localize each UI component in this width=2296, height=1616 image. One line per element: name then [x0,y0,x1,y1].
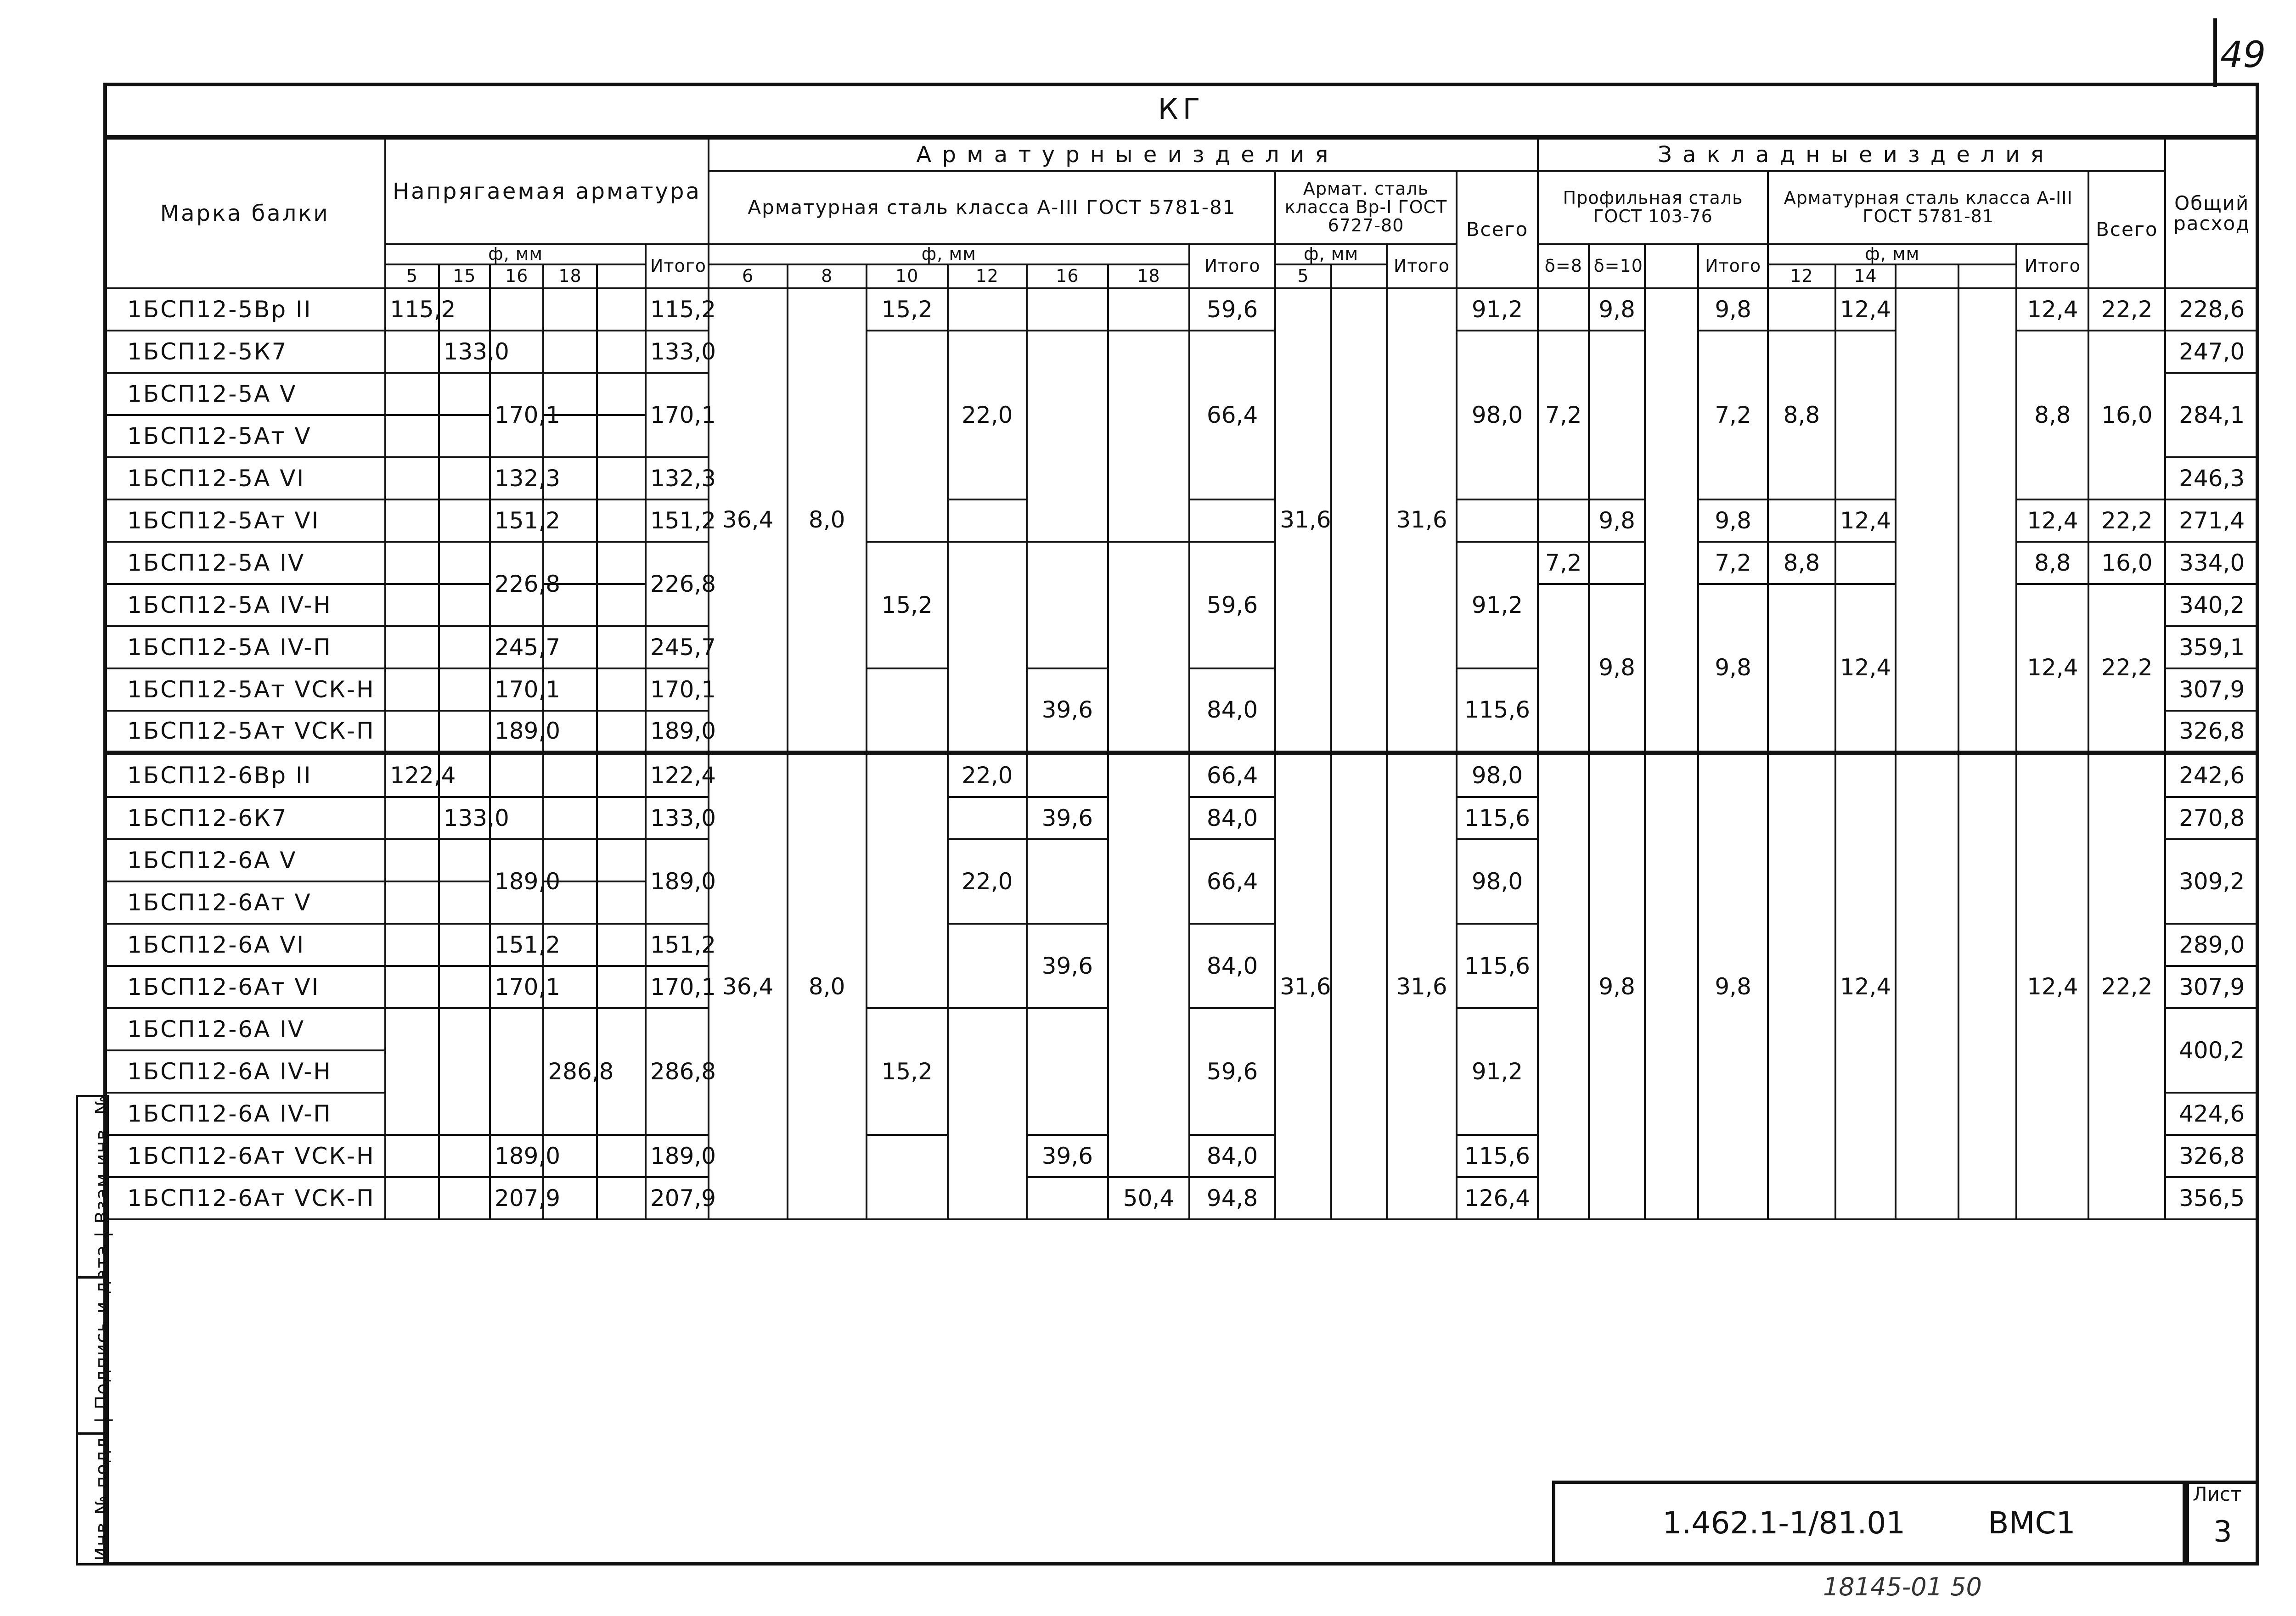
col-general-header: Общий расход [2165,139,2258,288]
ar-d10: 10 [867,264,948,288]
steel-consumption-table [103,138,2259,1220]
ar-d16: 16 [1027,264,1108,288]
pr-d-empty [597,264,646,288]
embedded-products-header: З а к л а д н ы е и з д е л и я [1538,139,2165,171]
document-title: КГ [103,83,2259,138]
table-row: 1БСП12-6К7 133,0 133,0 39,6 84,0 115,6 270,8 [104,797,2258,839]
archive-number: 18145-01 50 [1823,1572,1982,1601]
ar-d12: 12 [948,264,1027,288]
table-row: 1БСП12-5А IV 226,8 226,8 15,2 59,6 91,2 7,2 7,2 8,8 8,8 16,0 334,0 [104,542,2258,584]
pr-total-header: Итого [646,244,709,288]
em-d-empty-1 [1896,264,1958,288]
table-row: 1БСП12-6А VI 151,2 151,2 39,6 84,0 115,6 289,0 [104,924,2258,966]
table-row: 1БСП12-5А IV-Н 9,8 9,8 12,4 12,4 22,2 340,2 [104,584,2258,626]
col-mark-header: Марка балки [104,139,385,288]
ar-d6: 6 [709,264,788,288]
em-d12: 12 [1768,264,1835,288]
table-row: 1БСП12-6А IV-Н [104,1050,2258,1093]
page-number: 49 [2220,34,2266,76]
table-row: 1БСП12-6Вр II 122,4 122,4 36,4 8,0 22,0 66,4 31,6 31,6 98,0 9,8 9,8 12,4 12,4 22,2 242,6 [104,753,2258,797]
emb-all-header: Всего [2088,171,2165,288]
ps-empty [1645,244,1698,288]
side-stamp-text: Инв № подл. | Подпись и дата | Взам инв. № [92,1094,113,1561]
table-row: 1БСП12-5Вр II 115,2 115,2 36,4 8,0 15,2 59,6 31,6 31,6 91,2 9,8 9,8 12,4 12,4 22,2 228,6 [104,288,2258,331]
vr-phi-header: ф, мм [1275,244,1387,264]
pr-d15: 15 [439,264,490,288]
table-row: 1БСП12-5К7 133,0 133,0 22,0 66,4 98,0 7,2 7,2 8,8 8,8 16,0 247,0 [104,331,2258,373]
table-row: 1БСП12-5Ат V [104,415,2258,457]
table-row: 1БСП12-6А IV 286,8 286,8 15,2 59,6 91,2 400,2 [104,1008,2258,1050]
vr-total-header: Итого [1387,244,1457,288]
em-d-empty-2 [1958,264,2017,288]
table-row: 1БСП12-5Ат VI 151,2 151,2 9,8 9,8 12,4 12,4 22,2 271,4 [104,499,2258,542]
ar-phi-header: ф, мм [709,244,1189,264]
em-d14: 14 [1835,264,1896,288]
profile-steel-header: Профильная сталь ГОСТ 103-76 [1538,171,1768,244]
table-row: 1БСП12-5А VI 132,3 132,3 246,3 [104,457,2258,499]
ar-d8: 8 [788,264,867,288]
vr-d-empty [1331,264,1387,288]
document-code: 1.462.1-1/81.01 [1662,1505,1906,1541]
table-row: 1БСП12-6Ат V [104,881,2258,924]
table-row: 1БСП12-5А IV-П 245,7 245,7 359,1 [104,626,2258,668]
sheet-number: 3 [2213,1515,2232,1549]
em-total-header: Итого [2016,244,2088,288]
d8-header: δ=8 [1538,244,1589,288]
pr-phi-header: ф, мм [385,244,646,264]
em-phi-header: ф, мм [1768,244,2016,264]
pr-d5: 5 [385,264,439,288]
table-row: 1БСП12-6Ат VI 170,1 170,1 307,9 [104,966,2258,1008]
steel-a3-emb-header: Арматурная сталь класса А-III ГОСТ 5781-81 [1768,171,2088,244]
ar-total-header: Итого [1189,244,1275,288]
steel-a3-header: Арматурная сталь класса А-III ГОСТ 5781-81 [709,171,1276,244]
steel-vr1-header: Армат. сталь класса Вр-I ГОСТ 6727-80 [1275,171,1457,244]
sheet-label: Лист [2193,1483,2242,1505]
document-sheet-code: ВМС1 [1988,1505,2076,1541]
armature-products-header: А р м а т у р н ы е и з д е л и я [709,139,1538,171]
vr-d5: 5 [1275,264,1331,288]
pr-d18: 18 [543,264,597,288]
table-row: 1БСП12-5Ат VСК-Н 170,1 170,1 39,6 84,0 115,6 307,9 [104,668,2258,711]
page-number-bar [2213,18,2217,87]
table-row: 1БСП12-6А IV-П 424,6 [104,1093,2258,1135]
ps-total-header: Итого [1698,244,1768,288]
table-row: 1БСП12-6А V 189,0 189,0 22,0 66,4 98,0 309,2 [104,839,2258,881]
d10-header: δ=10 [1589,244,1644,288]
arm-all-header: Всего [1457,171,1538,288]
table-row: 1БСП12-5Ат VСК-П 189,0 189,0 326,8 [104,711,2258,753]
title-block [1552,1481,2186,1566]
col-prestressed-header: Напрягаемая арматура [385,139,708,244]
pr-d16: 16 [490,264,543,288]
table-row: 1БСП12-6Ат VСК-П 207,9 207,9 50,4 94,8 126,4 356,5 [104,1177,2258,1219]
ar-d18: 18 [1108,264,1189,288]
table-row: 1БСП12-5А V 170,1 170,1 284,1 [104,373,2258,415]
table-row: 1БСП12-6Ат VСК-Н 189,0 189,0 39,6 84,0 115,6 326,8 [104,1135,2258,1177]
